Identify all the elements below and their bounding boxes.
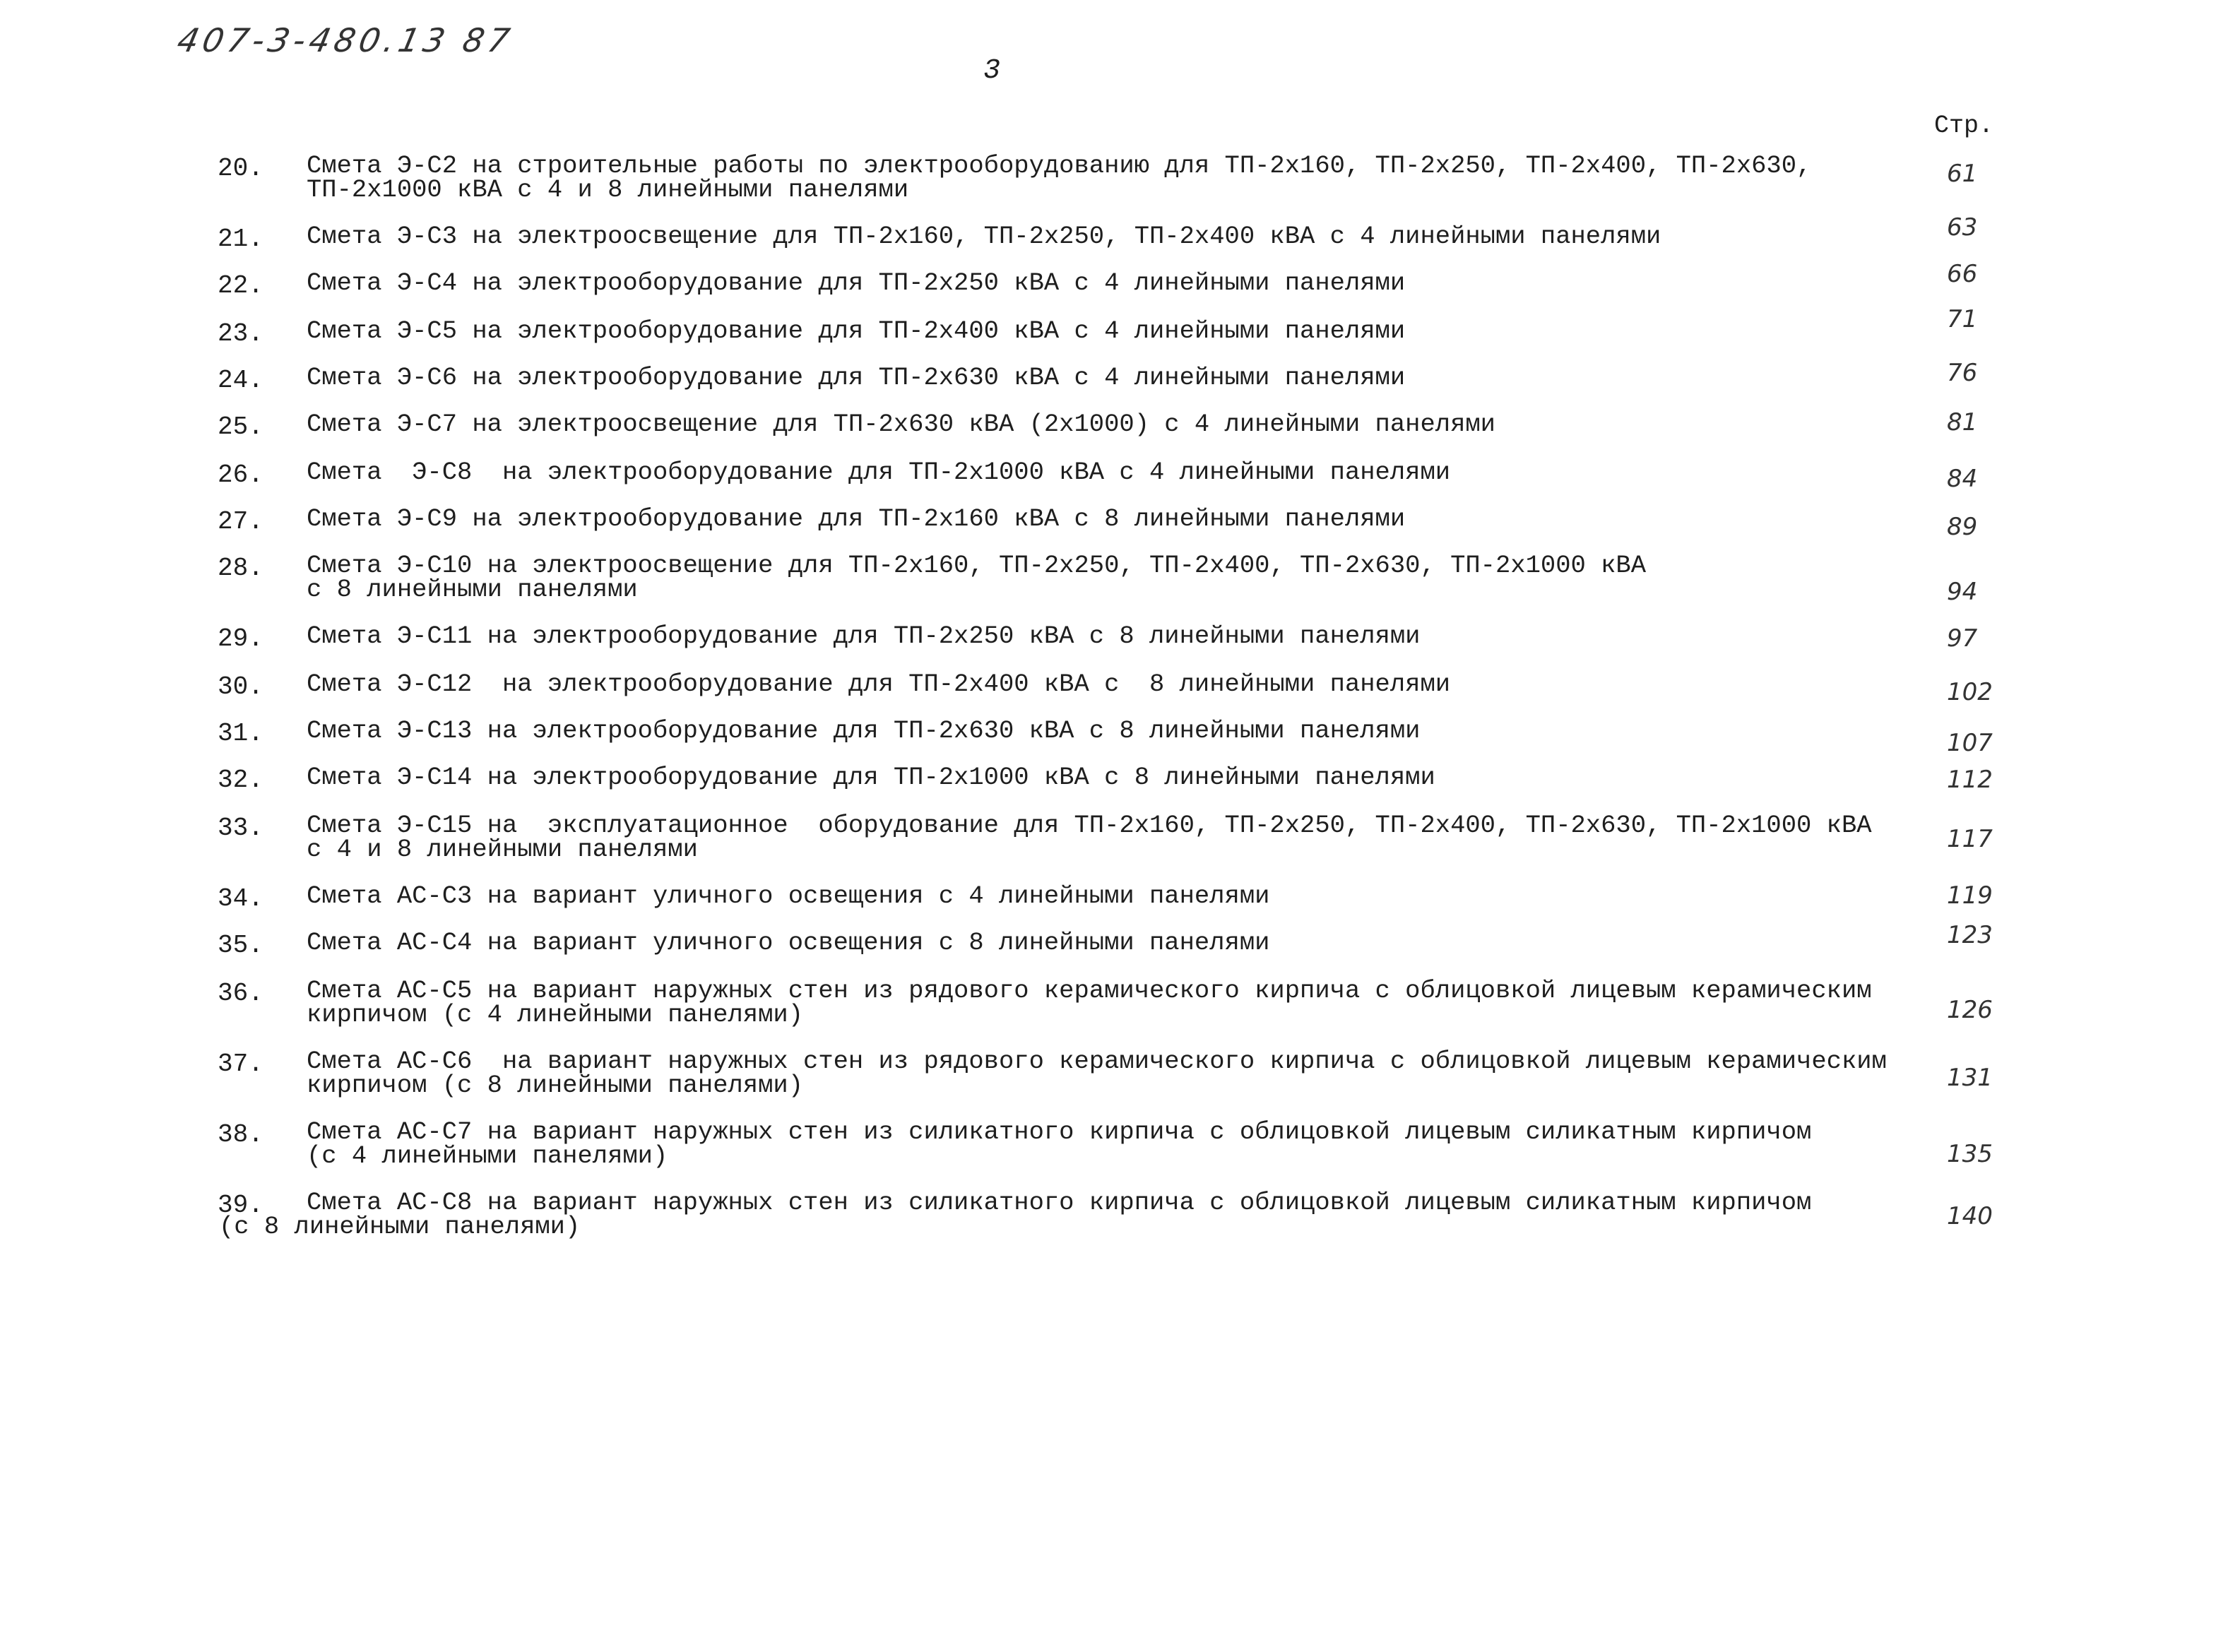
entry-page: 112 <box>1947 766 1993 794</box>
entry-page: 94 <box>1947 578 1978 606</box>
entry-text-line: Смета Э-С13 на электрооборудование для ТП-2х630 кВА с 8 линейными панелями <box>307 716 1421 745</box>
entry-page: 140 <box>1947 1202 1993 1230</box>
entry-text-line: Смета Э-С11 на электрооборудование для ТП-2х250 кВА с 8 линейными панелями <box>307 622 1421 650</box>
entry-page: 123 <box>1947 921 1993 949</box>
entry-text-line: Смета Э-С7 на электроосвещение для ТП-2х630 кВА (2х1000) с 4 линейными панелями <box>307 410 1495 439</box>
entry-text-line: с 8 линейными панелями <box>307 575 638 604</box>
entry-page: 61 <box>1947 160 1978 188</box>
entry-number: 28. <box>218 554 263 583</box>
document-code: 407-3-480.13 87 <box>174 21 518 59</box>
entry-number: 36. <box>218 979 263 1008</box>
entry-text-line: (с 8 линейными панелями) <box>219 1212 581 1241</box>
entry-page: 84 <box>1947 465 1978 493</box>
entry-number: 30. <box>218 672 263 701</box>
entry-page: 66 <box>1947 260 1978 288</box>
entry-page: 107 <box>1947 729 1993 757</box>
entry-text-line: Смета АС-С6 на вариант наружных стен из рядового керамического кирпича с облицовкой лицевым керамическим <box>307 1047 1887 1076</box>
entry-page: 102 <box>1947 678 1993 706</box>
entry-page: 135 <box>1947 1140 1993 1168</box>
entry-text-line: Смета Э-С10 на электроосвещение для ТП-2х160, ТП-2х250, ТП-2х400, ТП-2х630, ТП-2х1000 кВА <box>307 551 1647 580</box>
entry-text-line: Смета Э-С4 на электрооборудование для ТП-2х250 кВА с 4 линейными панелями <box>307 268 1406 297</box>
entry-page: 71 <box>1947 305 1978 333</box>
entry-page: 89 <box>1947 513 1978 541</box>
page-column-header: Стр. <box>1934 112 1994 140</box>
entry-number: 33. <box>218 814 263 843</box>
entry-number: 23. <box>218 319 263 348</box>
entry-number: 24. <box>218 366 263 395</box>
entry-text-line: кирпичом (с 4 линейными панелями) <box>307 1000 804 1029</box>
entry-number: 25. <box>218 412 263 441</box>
entry-text-line: Смета АС-С5 на вариант наружных стен из рядового керамического кирпича с облицовкой лицевым керамическим <box>307 976 1872 1005</box>
entry-text-line: Смета АС-С3 на вариант уличного освещения с 4 линейными панелями <box>307 881 1270 910</box>
entry-number: 31. <box>218 719 263 748</box>
entry-number: 22. <box>218 271 263 300</box>
entry-text-line: Смета Э-С12 на электрооборудование для ТП-2х400 кВА с 8 линейными панелями <box>307 670 1451 699</box>
entry-number: 35. <box>218 931 263 960</box>
entry-text-line: Смета Э-С14 на электрооборудование для ТП-2х1000 кВА с 8 линейными панелями <box>307 763 1435 792</box>
entry-text-line: Смета Э-С5 на электрооборудование для ТП-2х400 кВА с 4 линейными панелями <box>307 316 1406 345</box>
entry-page: 126 <box>1947 996 1993 1024</box>
entry-text-line: Смета Э-С15 на эксплуатационное оборудование для ТП-2х160, ТП-2х250, ТП-2х400, ТП-2х630, ТП-2х1000 кВА <box>307 811 1872 840</box>
entry-text-line: Смета АС-С7 на вариант наружных стен из силикатного кирпича с облицовкой лицевым силикатным кирпичом <box>307 1117 1812 1146</box>
entry-text-line: Смета Э-С2 на строительные работы по электрооборудованию для ТП-2х160, ТП-2х250, ТП-2х400, ТП-2х630, <box>307 151 1812 180</box>
entry-number: 34. <box>218 884 263 913</box>
entry-number: 26. <box>218 460 263 489</box>
entry-page: 76 <box>1947 359 1978 387</box>
entry-text-line: кирпичом (с 8 линейными панелями) <box>307 1071 804 1100</box>
entry-number: 20. <box>218 154 263 183</box>
entry-text-line: Смета Э-С6 на электрооборудование для ТП-2х630 кВА с 4 линейными панелями <box>307 363 1406 392</box>
entry-number: 21. <box>218 225 263 254</box>
entry-number: 27. <box>218 507 263 536</box>
entry-page: 63 <box>1947 213 1978 242</box>
entry-text-line: с 4 и 8 линейными панелями <box>307 835 698 864</box>
entry-text-line: Смета Э-С8 на электрооборудование для ТП-2х1000 кВА с 4 линейными панелями <box>307 458 1451 487</box>
entry-text-line: Смета АС-С8 на вариант наружных стен из силикатного кирпича с облицовкой лицевым силикатным кирпичом <box>307 1188 1812 1217</box>
entry-text-line: Смета Э-С3 на электроосвещение для ТП-2х160, ТП-2х250, ТП-2х400 кВА с 4 линейными панелями <box>307 222 1661 251</box>
entry-page: 131 <box>1947 1064 1993 1092</box>
entry-text-line: Смета Э-С9 на электрооборудование для ТП-2х160 кВА с 8 линейными панелями <box>307 504 1406 533</box>
page-number: 3 <box>983 55 1001 87</box>
entry-number: 37. <box>218 1050 263 1078</box>
entry-number: 38. <box>218 1120 263 1149</box>
entry-page: 117 <box>1947 825 1993 853</box>
entry-text-line: (с 4 линейными панелями) <box>307 1141 668 1170</box>
entry-text-line: ТП-2х1000 кВА с 4 и 8 линейными панелями <box>307 175 909 204</box>
entry-page: 81 <box>1947 408 1978 436</box>
entry-number: 39. <box>218 1191 263 1220</box>
entry-number: 29. <box>218 624 263 653</box>
entry-text-line: Смета АС-С4 на вариант уличного освещения с 8 линейными панелями <box>307 928 1270 957</box>
entry-page: 97 <box>1947 624 1978 653</box>
entry-page: 119 <box>1947 881 1993 910</box>
entry-number: 32. <box>218 766 263 795</box>
